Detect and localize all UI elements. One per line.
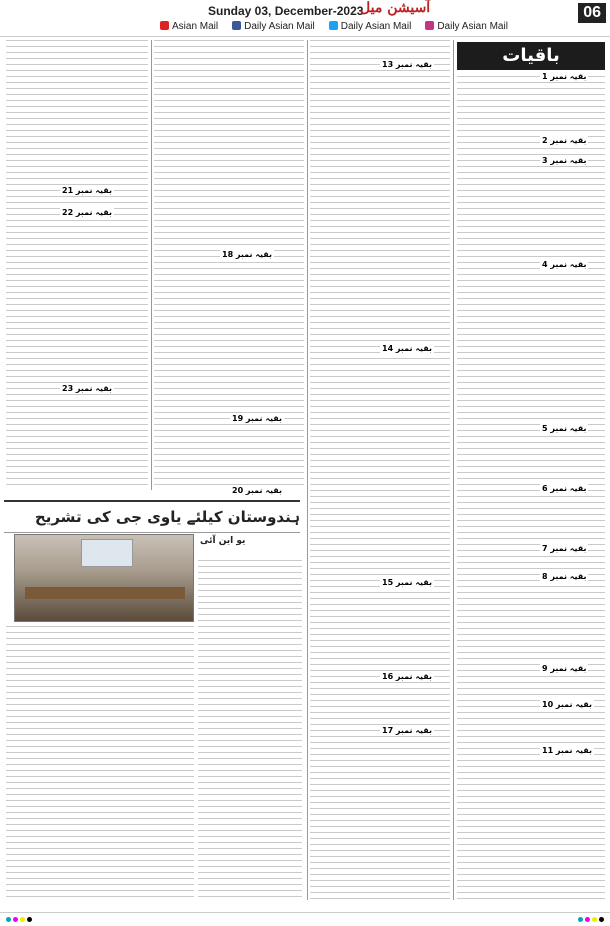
social-label: Daily Asian Mail: [340, 21, 412, 32]
subhead: بقیہ نمبر 18: [222, 250, 273, 259]
subhead: بقیہ نمبر 14: [382, 344, 433, 353]
social-youtube[interactable]: [160, 21, 218, 32]
subhead: بقیہ نمبر 19: [232, 414, 283, 423]
subhead: بقیہ نمبر 13: [382, 60, 433, 69]
masthead-logo: آسیشن میل: [360, 0, 431, 16]
instagram-icon: [425, 21, 434, 30]
text-column-5: [198, 560, 302, 900]
article-byline: یو این آئی: [200, 536, 246, 546]
subhead: بقیہ نمبر 3: [542, 156, 587, 165]
subhead: بقیہ نمبر 20: [232, 486, 283, 495]
page-footer: [0, 912, 610, 926]
subhead: بقیہ نمبر 7: [542, 544, 587, 553]
social-links: [160, 21, 508, 32]
subhead: بقیہ نمبر 15: [382, 578, 433, 587]
page-number: 06: [578, 3, 606, 23]
social-label: Asian Mail: [172, 21, 219, 32]
subhead: بقیہ نمبر 2: [542, 136, 587, 145]
text-column-3: [310, 40, 450, 900]
column-rule: [307, 40, 308, 900]
article-headline: ہندوستان کیلئے یاوی جی کی تشریح: [4, 500, 300, 533]
section-title: باقیات: [457, 42, 605, 70]
text-column-6: [6, 626, 194, 900]
page-header: [0, 0, 610, 37]
subhead: بقیہ نمبر 6: [542, 484, 587, 493]
twitter-icon: [329, 21, 338, 30]
meeting-photo: [14, 534, 194, 622]
registration-marks-right: [578, 917, 604, 922]
column-rule: [453, 40, 454, 900]
conference-table: [25, 587, 185, 599]
social-label: Daily Asian Mail: [244, 21, 315, 32]
social-twitter[interactable]: [329, 21, 412, 32]
youtube-icon: [160, 21, 169, 30]
social-instagram[interactable]: [425, 21, 508, 32]
subhead: بقیہ نمبر 5: [542, 424, 587, 433]
subhead: بقیہ نمبر 23: [62, 384, 113, 393]
subhead: بقیہ نمبر 16: [382, 672, 433, 681]
subhead: بقیہ نمبر 22: [62, 208, 113, 217]
text-column-1: [6, 40, 148, 490]
column-rule: [151, 40, 152, 490]
presentation-screen: [81, 539, 133, 567]
issue-date: Sunday 03, December-2023: [208, 4, 364, 18]
social-label: Daily Asian Mail: [437, 21, 508, 32]
facebook-icon: [232, 21, 241, 30]
subhead: بقیہ نمبر 11: [542, 746, 593, 755]
registration-marks-left: [6, 917, 32, 922]
subhead: بقیہ نمبر 21: [62, 186, 113, 195]
subhead: بقیہ نمبر 1: [542, 72, 587, 81]
subhead: بقیہ نمبر 10: [542, 700, 593, 709]
subhead: بقیہ نمبر 8: [542, 572, 587, 581]
subhead: بقیہ نمبر 4: [542, 260, 587, 269]
social-facebook[interactable]: [232, 21, 315, 32]
subhead: بقیہ نمبر 9: [542, 664, 587, 673]
subhead: بقیہ نمبر 17: [382, 726, 433, 735]
